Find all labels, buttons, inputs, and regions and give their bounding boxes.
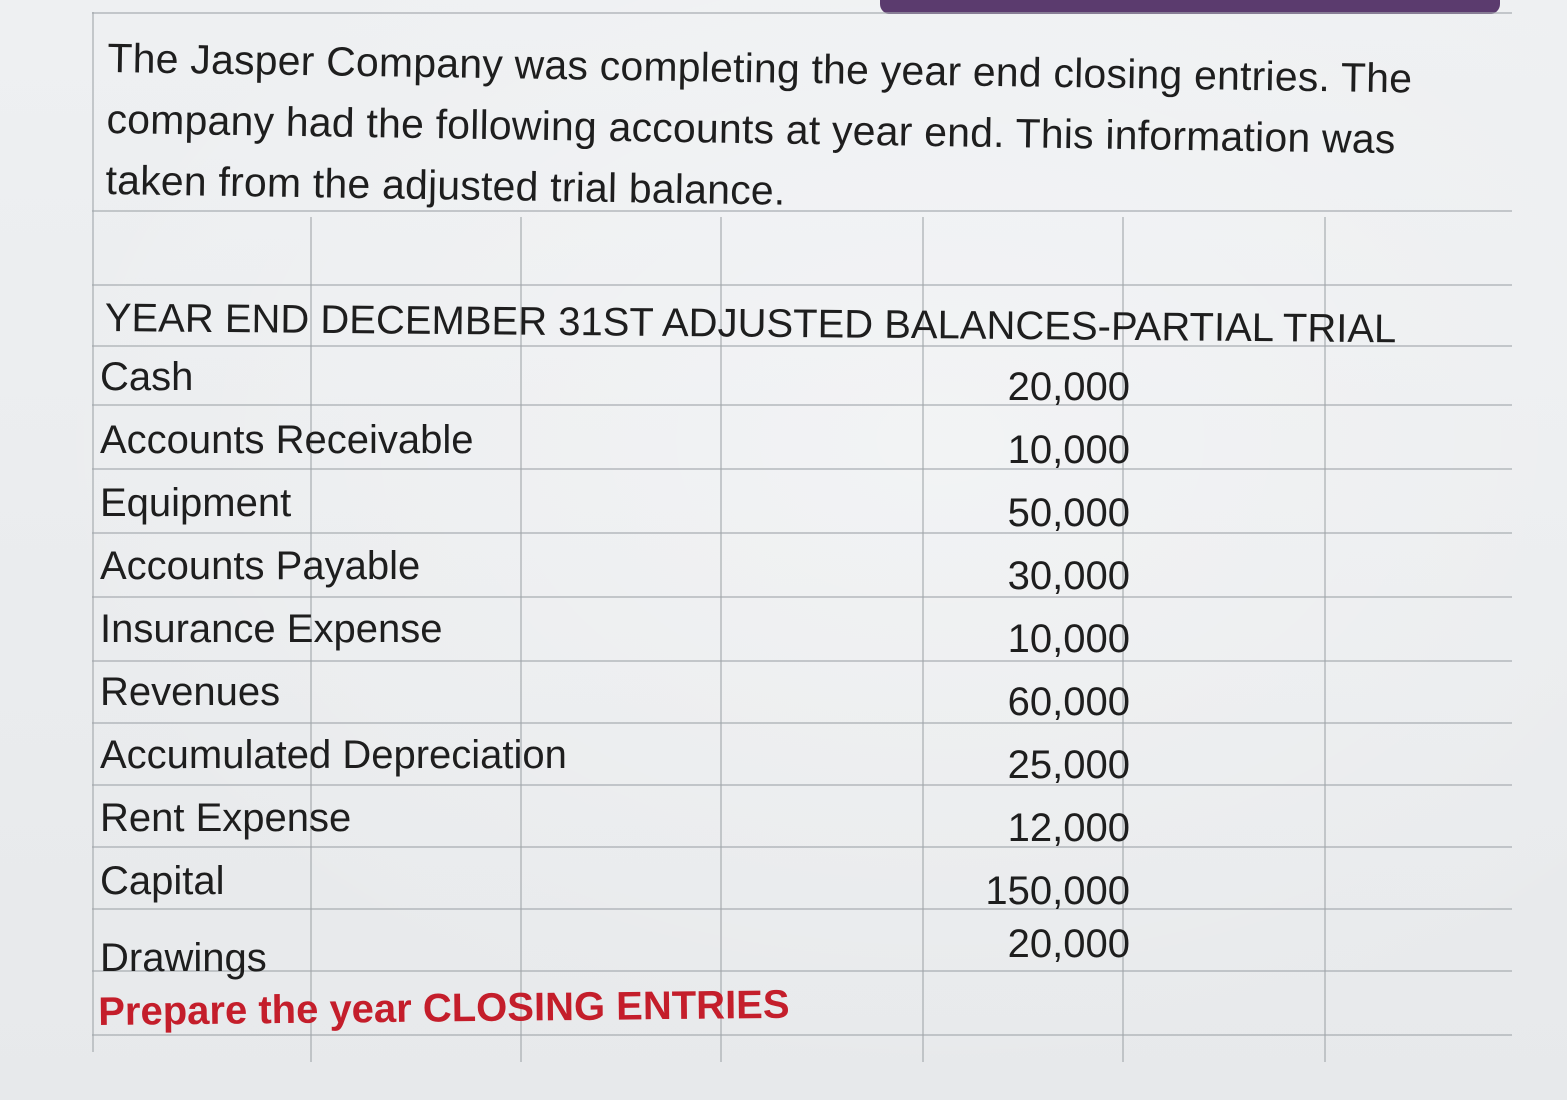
table-row — [100, 415, 1130, 478]
problem-description: The Jasper Company was completing the year end closing entries. The company had the following accounts at year end. This information was taken from the adjusted trial balance. — [105, 34, 1413, 214]
grid-line — [92, 12, 94, 1052]
grid-line — [92, 1034, 1512, 1036]
grid-line — [92, 12, 1512, 14]
account-amount-revenues: 60,000 — [1007, 680, 1130, 724]
table-heading: YEAR END DECEMBER 31ST ADJUSTED BALANCES-PARTIAL TRIAL — [104, 296, 1397, 352]
table-row — [100, 856, 1130, 919]
account-amount-accounts-receivable: 10,000 — [1007, 428, 1130, 472]
account-amount-accounts-payable: 30,000 — [1007, 554, 1130, 598]
account-name-revenues: Revenues — [100, 670, 281, 714]
table-row — [100, 478, 1130, 541]
account-list — [100, 352, 1130, 982]
account-name-cash: Cash — [100, 355, 194, 399]
table-row — [100, 667, 1130, 730]
account-name-accumulated-depreciation: Accumulated Depreciation — [100, 733, 567, 777]
instruction-text: Prepare the year CLOSING ENTRIES — [98, 982, 790, 1034]
account-amount-rent-expense: 12,000 — [1007, 806, 1130, 850]
account-amount-capital: 150,000 — [985, 869, 1130, 913]
account-amount-insurance-expense: 10,000 — [1007, 617, 1130, 661]
account-amount-drawings: 20,000 — [1007, 922, 1130, 966]
account-name-accounts-payable: Accounts Payable — [100, 544, 421, 588]
table-row — [100, 352, 1130, 415]
table-row — [100, 793, 1130, 856]
table-row — [100, 919, 1130, 982]
account-name-insurance-expense: Insurance Expense — [100, 607, 443, 651]
account-amount-cash: 20,000 — [1007, 365, 1130, 409]
account-name-capital: Capital — [100, 859, 225, 903]
table-row — [100, 730, 1130, 793]
account-name-equipment: Equipment — [100, 481, 292, 525]
table-row — [100, 541, 1130, 604]
grid-line — [92, 284, 1512, 286]
account-name-accounts-receivable: Accounts Receivable — [100, 418, 474, 462]
table-row — [100, 604, 1130, 667]
account-name-rent-expense: Rent Expense — [100, 796, 352, 840]
account-amount-accumulated-depreciation: 25,000 — [1007, 743, 1130, 787]
account-name-drawings: Drawings — [100, 936, 267, 980]
account-amount-equipment: 50,000 — [1007, 491, 1130, 535]
